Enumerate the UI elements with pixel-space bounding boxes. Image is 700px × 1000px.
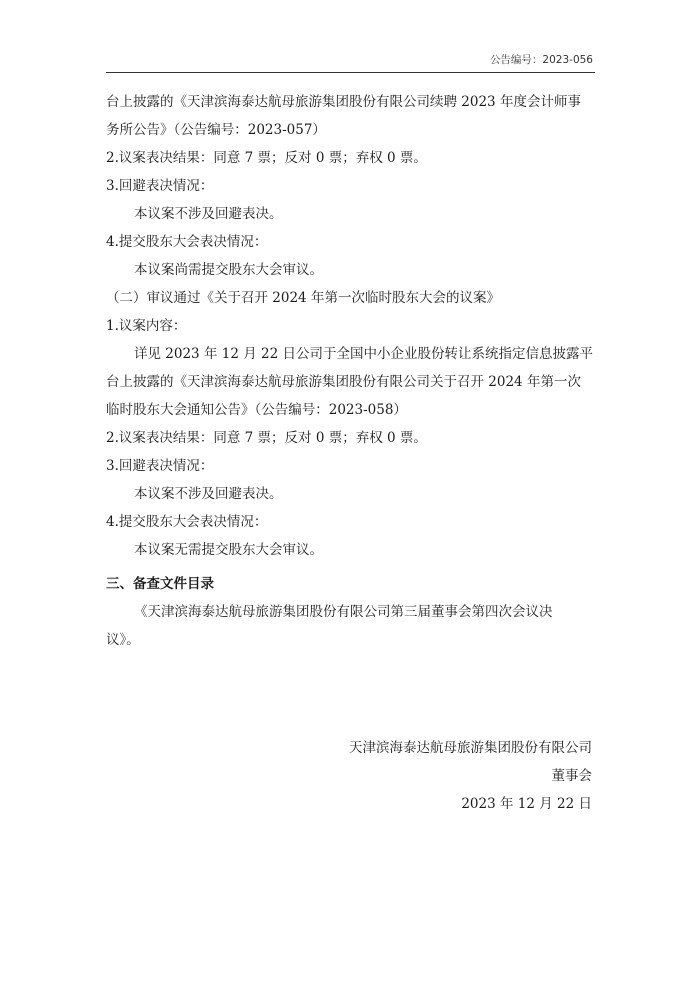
signature-date: 2023 年 12 月 22 日	[461, 796, 592, 812]
section-heading: 三、备查文件目录	[106, 576, 214, 592]
paragraph-line: 务所公告》（公告编号：2023-057）	[106, 122, 326, 138]
paragraph-line: 临时股东大会通知公告》（公告编号：2023-058）	[106, 402, 407, 418]
avoidance-text: 本议案不涉及回避表决。	[134, 206, 283, 222]
paragraph-line: 台上披露的《天津滨海泰达航母旅游集团股份有限公司续聘 2023 年度会计师事	[106, 94, 581, 110]
submission-text: 本议案无需提交股东大会审议。	[134, 542, 323, 558]
paragraph-line: 台上披露的《天津滨海泰达航母旅游集团股份有限公司关于召开 2024 年第一次	[106, 374, 581, 390]
motion-title: （二）审议通过《关于召开 2024 年第一次临时股东大会的议案》	[106, 290, 500, 306]
avoidance-text: 本议案不涉及回避表决。	[134, 486, 283, 502]
vote-result: 2.议案表决结果：同意 7 票；反对 0 票；弃权 0 票。	[106, 150, 427, 166]
paragraph-line: 详见 2023 年 12 月 22 日公司于全国中小企业股份转让系统指定信息披露平	[134, 346, 593, 362]
board-name: 董事会	[551, 768, 592, 784]
company-name: 天津滨海泰达航母旅游集团股份有限公司	[349, 740, 592, 756]
avoidance-title: 3.回避表决情况：	[106, 178, 214, 194]
vote-result: 2.议案表决结果：同意 7 票；反对 0 票；弃权 0 票。	[106, 430, 427, 446]
paragraph-line: 议》。	[106, 632, 140, 648]
document-body	[106, 88, 598, 654]
submission-title: 4.提交股东大会表决情况：	[106, 234, 268, 250]
paragraph-line: 《天津滨海泰达航母旅游集团股份有限公司第三届董事会第四次会议决	[134, 604, 553, 620]
submission-text: 本议案尚需提交股东大会审议。	[134, 262, 323, 278]
motion-content-title: 1.议案内容：	[106, 318, 187, 334]
submission-title: 4.提交股东大会表决情况：	[106, 514, 268, 530]
signature-block	[349, 734, 592, 818]
announcement-number: 公告编号：2023-056	[489, 54, 593, 66]
page-header	[106, 46, 595, 73]
avoidance-title: 3.回避表决情况：	[106, 458, 214, 474]
